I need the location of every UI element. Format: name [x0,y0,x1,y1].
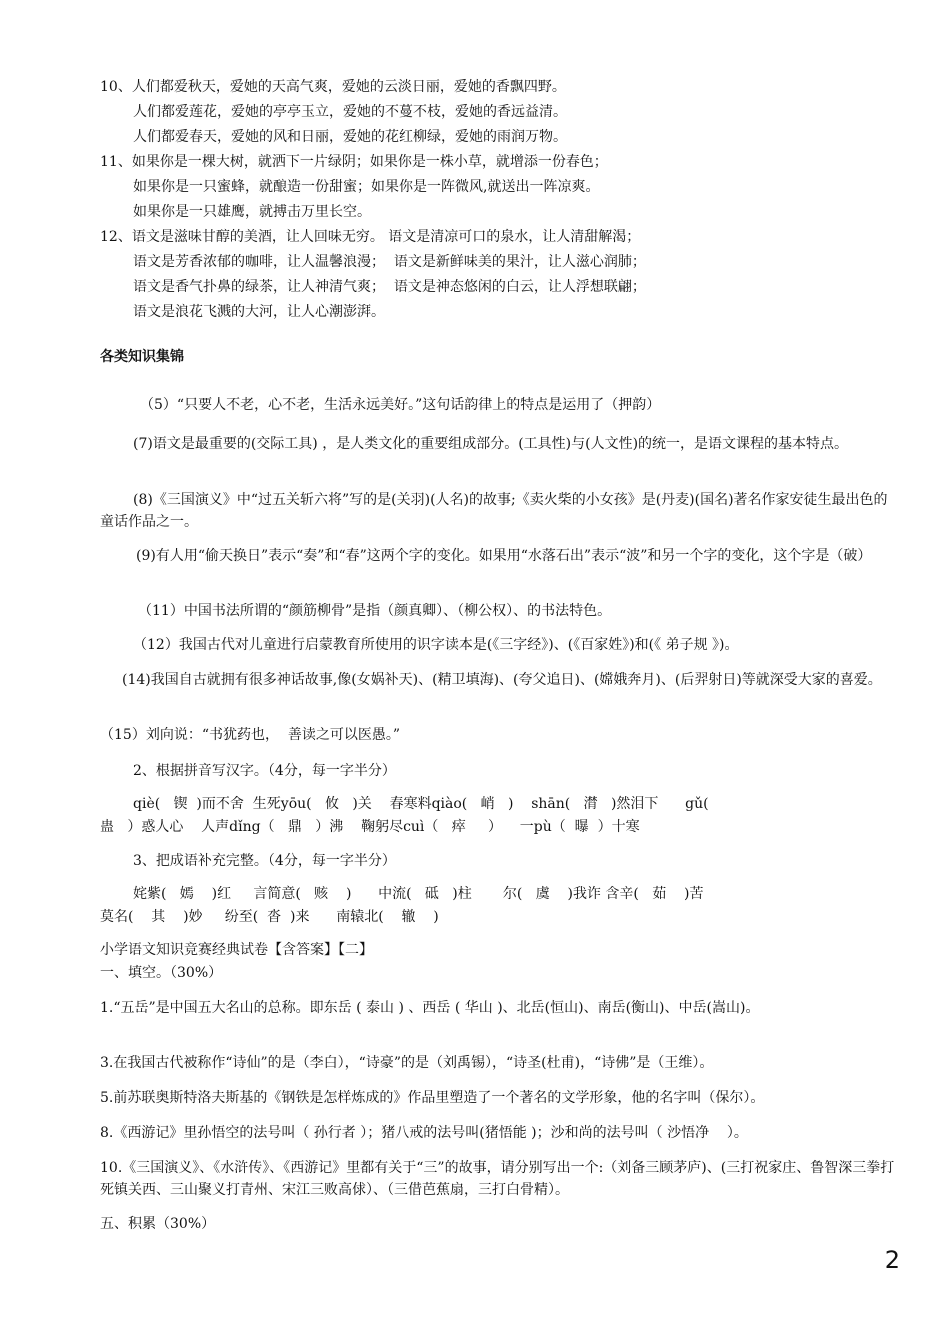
idiom-line: 莫名( 其 )妙 纷至( 沓 )来 南辕北( 辙 ) [100,909,439,925]
knowledge-item: (9)有人用“偷天换日”表示“奏”和“春”这两个字的变化。如果用“水落石出”表示“波”和另一个字的变化，这个字是（破） [136,548,872,564]
pinyin-title: 2、根据拼音写汉字。（4分，每一字半分） [133,763,396,779]
poem-line: 人们都爱莲花，爱她的亭亭玉立，爱她的不蔓不枝，爱她的香远益清。 [133,104,567,120]
fill-item: 10.《三国演义》、《水浒传》、《西游记》里都有关于“三”的故事，请分别写出一个:（刘备三顾茅庐)、(三打祝家庄、鲁智深三拳打死镇关西、三山聚义打青州、宋江三败高俅）、（三借芭蕉扇，三打白骨精）。 [100,1160,895,1198]
fill-item: 1.“五岳”是中国五大名山的总称。即东岳 ( 泰山 ) 、西岳 ( 华山 )、北岳(恒山)、南岳(衡山)、中岳(嵩山)。 [100,1000,760,1016]
pinyin-line: qiè( 锲 )而不舍 生死yōu( 攸 )关 春寒料qiào( 峭 ) shān( 潸 )然泪下 gǔ( [133,796,709,812]
knowledge-item: （15）刘向说：“书犹药也， 善读之可以医愚。” [100,727,401,743]
poem-line: 11、如果你是一棵大树，就洒下一片绿阴；如果你是一株小草，就增添一份春色； [100,154,608,170]
fill-item: 5.前苏联奥斯特洛夫斯基的《钢铁是怎样炼成的》作品里塑造了一个著名的文学形象，他的名字叫（保尔）。 [100,1090,765,1106]
knowledge-item: （12）我国古代对儿童进行启蒙教育所使用的识字读本是(《三字经》)、(《百家姓》)和(《 弟子规 》)。 [133,637,739,653]
knowledge-item: (14)我国自古就拥有很多神话故事,像(女娲补天)、(精卫填海)、(夸父追日)、(嫦娥奔月)、(后羿射日)等就深受大家的喜爱。 [122,672,882,688]
idiom-title: 3、把成语补充完整。（4分，每一字半分） [133,853,396,869]
section-title: 各类知识集锦 [100,349,184,365]
fill-item: 3.在我国古代被称作“诗仙”的是（李白），“诗豪”的是（刘禹锡），“诗圣(杜甫)，“诗佛”是（王维）。 [100,1055,714,1071]
poem-line: 12、语文是滋味甘醇的美酒，让人回味无穷。 语文是清凉可口的泉水，让人清甜解渴； [100,229,641,245]
poem-line: 人们都爱春天，爱她的风和日丽，爱她的花红柳绿，爱她的雨润万物。 [133,129,567,145]
knowledge-item: (7)语文是最重要的(交际工具) ，是人类文化的重要组成部分。(工具性)与(人文性)的统一，是语文课程的基本特点。 [133,436,849,452]
fill-item: 8.《西游记》里孙悟空的法号叫（ 孙行者 ）；猪八戒的法号叫(猪悟能 )；沙和尚的法号叫（ 沙悟净 ）。 [100,1125,748,1141]
accumulate-section-title: 五、积累（30%） [100,1216,216,1232]
poem-line: 语文是浪花飞溅的大河，让人心潮澎湃。 [133,304,385,320]
poem-line: 如果你是一只雄鹰，就搏击万里长空。 [133,204,371,220]
knowledge-item: (8)《三国演义》中“过五关斩六将”写的是(关羽)(人名)的故事;《卖火柴的小女孩》是(丹麦)(国名)著名作家安徒生最出色的童话作品之一。 [100,492,888,530]
pinyin-line: 蛊 ）惑人心 人声dǐng（ 鼎 ）沸 鞠躬尽cuì（ 瘁 ） 一pù（ 曝 ）十寒 [100,819,640,835]
poem-line: 语文是芳香浓郁的咖啡，让人温馨浪漫； 语文是新鲜味美的果汁，让人滋心润肺； [133,254,646,270]
poem-line: 10、人们都爱秋天，爱她的天高气爽，爱她的云淡日丽，爱她的香飘四野。 [100,79,566,95]
knowledge-item: （5）“只要人不老，心不老，生活永远美好。”这句话韵律上的特点是运用了（押韵） [140,397,661,413]
exam-title: 小学语文知识竞赛经典试卷【含答案】【二】 [100,942,373,958]
fill-section-title: 一、填空。（30%） [100,965,223,981]
page-number: 2 [884,1246,900,1274]
idiom-line: 姹紫( 嫣 )红 言简意( 赅 ) 中流( 砥 )柱 尔( 虞 )我诈 含辛( 茹 )苦 [133,886,704,902]
poem-line: 语文是香气扑鼻的绿茶，让人神清气爽； 语文是神态悠闲的白云，让人浮想联翩； [133,279,646,295]
knowledge-item: （11）中国书法所谓的“颜筋柳骨”是指（颜真卿）、（柳公权）、的书法特色。 [138,603,612,619]
poem-line: 如果你是一只蜜蜂，就酿造一份甜蜜；如果你是一阵微风,就送出一阵凉爽。 [133,179,600,195]
